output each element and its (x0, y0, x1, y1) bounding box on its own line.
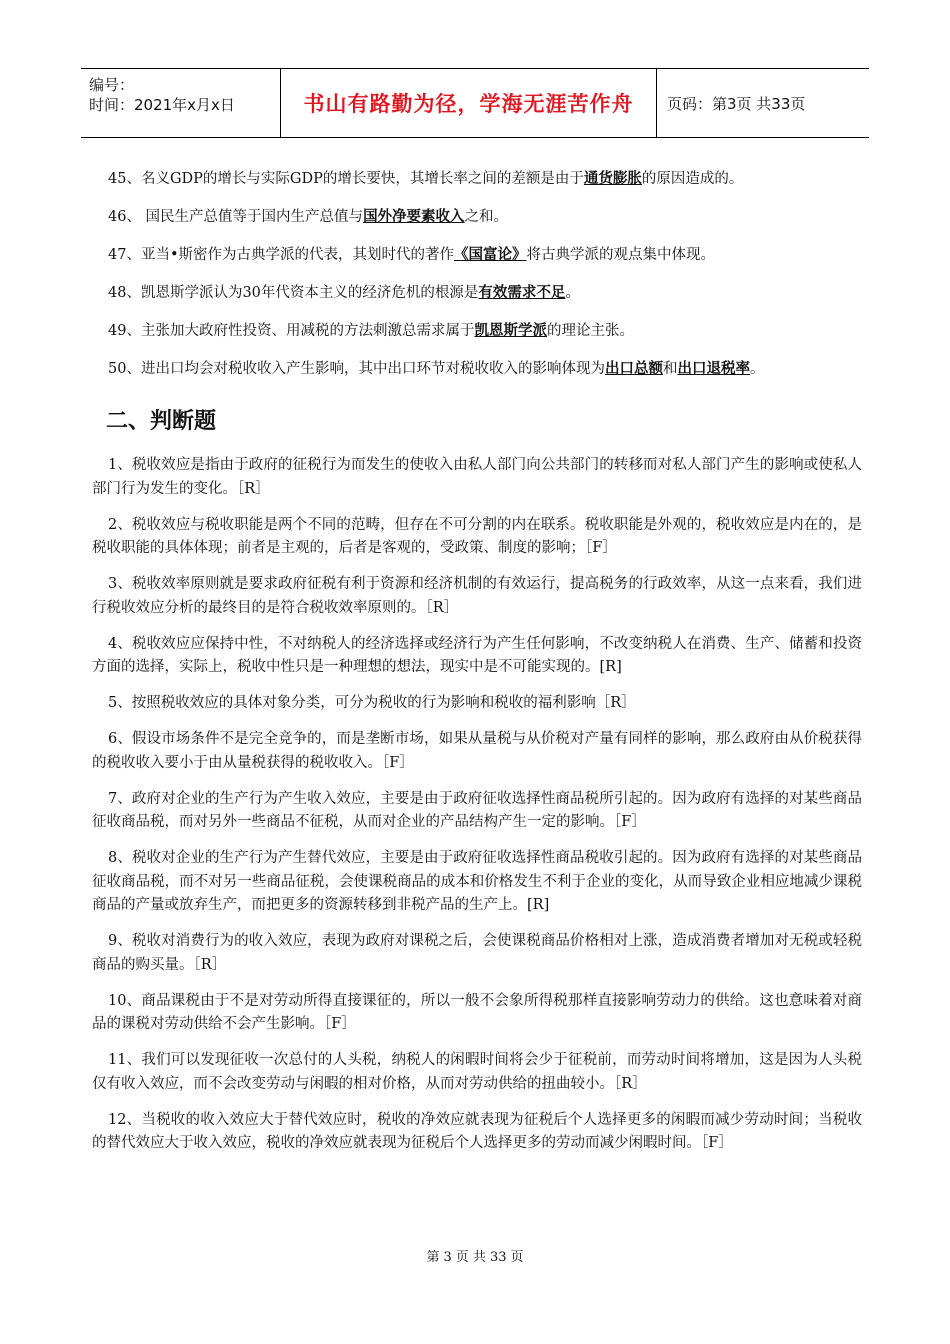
page-header (81, 68, 869, 138)
footer-page-total: 33 (489, 1250, 507, 1265)
judge-item: 9、税收对消费行为的收入效应，表现为政府对课税之后，会使课税商品价格相对上涨，造成消费者增加对无税或轻税商品的购买量。［R］ (92, 933, 862, 973)
serial-label: 编号： (89, 76, 135, 94)
header-motto-cell (281, 69, 657, 137)
page-footer: 第 3 页 共 33 页 (426, 1250, 524, 1265)
date-label: 时间：2021年x月x日 (89, 96, 235, 114)
judge-item: 5、按照税收效应的具体对象分类，可分为税收的行为影响和税收的福利影响［R］ (108, 695, 636, 711)
document-body (92, 160, 862, 1168)
section-title: 二、判断题 (106, 409, 217, 434)
fill-item-46: 46、 国民生产总值等于国内生产总值与国外净要素收入之和。 (108, 208, 509, 225)
judge-item: 7、政府对企业的生产行为产生收入效应，主要是由于政府征收选择性商品税所引起的。因为政府有选择的对某些商品征收商品税，而对另外一些商品不征税，从而对企业的产品结构产生一定的影响。［F］ (92, 790, 862, 830)
page-label: 页码：第3页 共33页 (667, 94, 806, 113)
fill-item-47: 47、亚当•斯密作为古典学派的代表，其划时代的著作《国富论》将古典学派的观点集中体现。 (108, 246, 716, 263)
fill-item-49: 49、主张加大政府性投资、用减税的方法刺激总需求属于凯恩斯学派的理论主张。 (108, 322, 634, 339)
judge-item: 4、税收效应应保持中性，不对纳税人的经济选择或经济行为产生任何影响，不改变纳税人在消费、生产、储蓄和投资方面的选择，实际上，税收中性只是一种理想的想法，现实中是不可能实现的。[R] (92, 635, 862, 675)
answer: 通货膨胀 (583, 170, 642, 187)
header-meta (81, 69, 281, 137)
judge-item: 8、税收对企业的生产行为产生替代效应，主要是由于政府征收选择性商品税收引起的。因为政府有选择的对某些商品征收商品税，而不对另一些商品征税，会使课税商品的成本和价格发生不利于企业的变化，从而导致企业相应地减少课税商品的产量或放弃生产，而把更多的资源转移到非税产品的生产上。[R] (92, 850, 862, 913)
judge-item: 10、商品课税由于不是对劳动所得直接课征的，所以一般不会象所得税那样直接影响劳动力的供给。这也意味着对商品的课税对劳动供给不会产生影响。［F］ (92, 992, 862, 1032)
judge-item: 11、我们可以发现征收一次总付的人头税，纳税人的闲暇时间将会少于征税前，而劳动时间将增加，这是因为人头税仅有收入效应，而不会改变劳动与闲暇的相对价格，从而对劳动供给的扭曲较小。［R］ (92, 1052, 862, 1092)
answer: 《国富论》 (454, 246, 527, 263)
fill-item-50: 50、进出口均会对税收收入产生影响，其中出口环节对税收收入的影响体现为出口总额和出口退税率。 (108, 360, 765, 377)
judge-item: 2、税收效应与税收职能是两个不同的范畴，但存在不可分割的内在联系。税收职能是外观的，税收效应是内在的，是税收职能的具体体现；前者是主观的，后者是客观的，受政策、制度的影响；［F］ (92, 516, 862, 556)
answer: 出口总额 (604, 360, 663, 377)
judge-item: 12、当税收的收入效应大于替代效应时，税收的净效应就表现为征税后个人选择更多的闲暇而减少劳动时间；当税收的替代效应大于收入效应，税收的净效应就表现为征税后个人选择更多的劳动而减少闲暇时间。［F］ (92, 1111, 862, 1151)
header-page-cell (657, 69, 869, 137)
motto: 书山有路勤为径，学海无涯苦作舟 (303, 92, 634, 116)
judge-item: 6、假设市场条件不是完全竞争的，而是垄断市场，如果从量税与从价税对产量有同样的影响，那么政府由从价税获得的税收收入要小于由从量税获得的税收收入。［F］ (92, 731, 862, 771)
answer: 凯恩斯学派 (474, 322, 547, 339)
judge-item: 3、税收效率原则就是要求政府征税有利于资源和经济机制的有效运行，提高税务的行政效率，从这一点来看，我们进行税收效应分析的最终目的是符合税收效率原则的。［R］ (92, 576, 862, 616)
fill-item-45: 45、名义GDP的增长与实际GDP的增长要快，其增长率之间的差额是由于通货膨胀的原因造成的。 (108, 170, 744, 187)
answer: 出口退税率 (677, 360, 750, 377)
judge-item: 1、税收效应是指由于政府的征税行为而发生的使收入由私人部门向公共部门的转移而对私人部门产生的影响或使私人部门行为发生的变化。［R］ (92, 457, 862, 497)
judge-list (92, 454, 862, 1156)
footer-page-number: 3 (443, 1250, 452, 1265)
fill-in-list (92, 160, 862, 388)
answer: 有效需求不足 (478, 284, 566, 301)
fill-item-48: 48、凯恩斯学派认为30年代资本主义的经济危机的根源是有效需求不足。 (108, 284, 580, 301)
answer: 国外净要素收入 (363, 208, 465, 225)
